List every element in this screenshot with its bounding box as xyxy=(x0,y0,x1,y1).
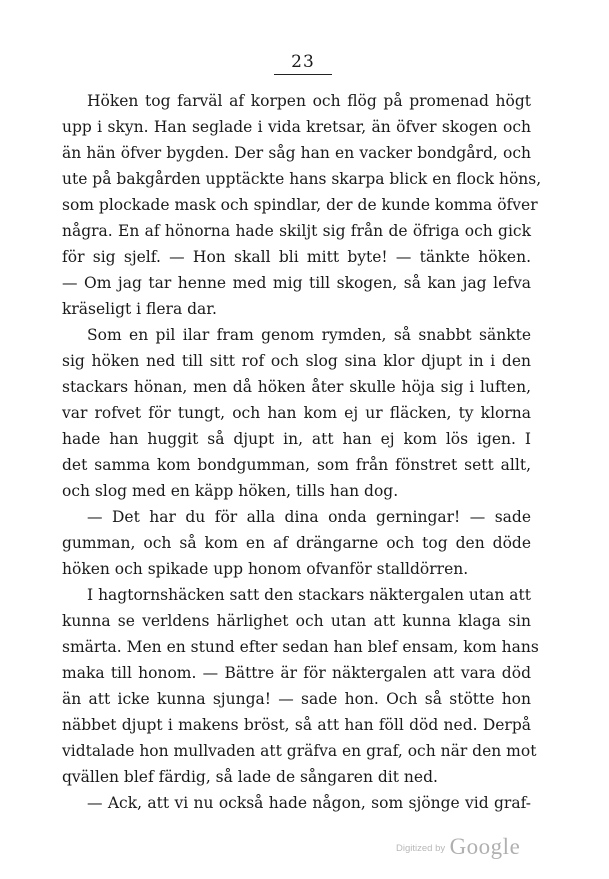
text-line: kunna se verldens härlighet och utan att kunna klaga sin xyxy=(62,612,531,630)
google-logo: Google xyxy=(449,834,521,859)
text-line: än att icke kunna sjunga! — sade hon. Och så stötte hon xyxy=(62,690,531,708)
text-line: — Ack, att vi nu också hade någon, som sjönge vid graf- xyxy=(87,794,531,812)
text-line: Som en pil ilar fram genom rymden, så snabbt sänkte xyxy=(87,326,531,344)
text-line: — Om jag tar henne med mig till skogen, så kan jag lefva xyxy=(62,274,531,292)
text-line: som plockade mask och spindlar, der de kunde komma öfver xyxy=(62,196,538,214)
text-line: ute på bakgården upptäckte hans skarpa blick en flock höns, xyxy=(62,170,542,188)
text-line: kräseligt i flera dar. xyxy=(62,300,217,318)
text-line: det samma kom bondgumman, som från fönstret sett allt, xyxy=(62,456,531,474)
text-line: än hän öfver bygden. Der såg han en vacker bondgård, och xyxy=(62,144,531,162)
text-line: I hagtornshäcken satt den stackars näktergalen utan att xyxy=(87,586,531,604)
text-line: sig höken ned till sitt rof och slog sina klor djupt in i den xyxy=(62,352,531,370)
page-number-rule xyxy=(274,74,332,75)
text-line: hade han huggit så djupt in, att han ej kom lös igen. I xyxy=(62,430,531,448)
text-line: några. En af hönorna hade skiljt sig från de öfriga och gick xyxy=(62,222,531,240)
text-line: näbbet djupt i makens bröst, så att han föll död ned. Derpå xyxy=(62,716,531,734)
text-line: maka till honom. — Bättre är för näktergalen att vara död xyxy=(62,664,531,682)
text-line: upp i skyn. Han seglade i vida kretsar, än öfver skogen och xyxy=(62,118,531,136)
text-line: smärta. Men en stund efter sedan han blef ensam, kom hans xyxy=(62,638,539,656)
text-line: — Det har du för alla dina onda gerningar! — sade xyxy=(87,508,531,526)
text-line: gumman, och så kom en af drängarne och tog den döde xyxy=(62,534,531,552)
page-number: 23 xyxy=(291,52,315,72)
text-line: för sig sjelf. — Hon skall bli mitt byte! — tänkte höken. xyxy=(62,248,531,266)
watermark-prefix: Digitized by xyxy=(396,843,446,854)
text-line: vidtalade hon mullvaden att gräfva en graf, och när den mot xyxy=(62,742,537,760)
text-line: höken och spikade upp honom ofvanför stalldörren. xyxy=(62,560,469,578)
text-line: qvällen blef färdig, så lade de sångaren dit ned. xyxy=(62,768,438,786)
text-line: stackars hönan, men då höken åter skulle höja sig i luften, xyxy=(62,378,531,396)
text-line: var rofvet för tungt, och han kom ej ur fläcken, ty klorna xyxy=(62,404,531,422)
text-line: Höken tog farväl af korpen och flög på promenad högt xyxy=(87,92,531,110)
digitized-by-google-watermark xyxy=(396,834,520,860)
text-line: och slog med en käpp höken, tills han dog. xyxy=(62,482,399,500)
